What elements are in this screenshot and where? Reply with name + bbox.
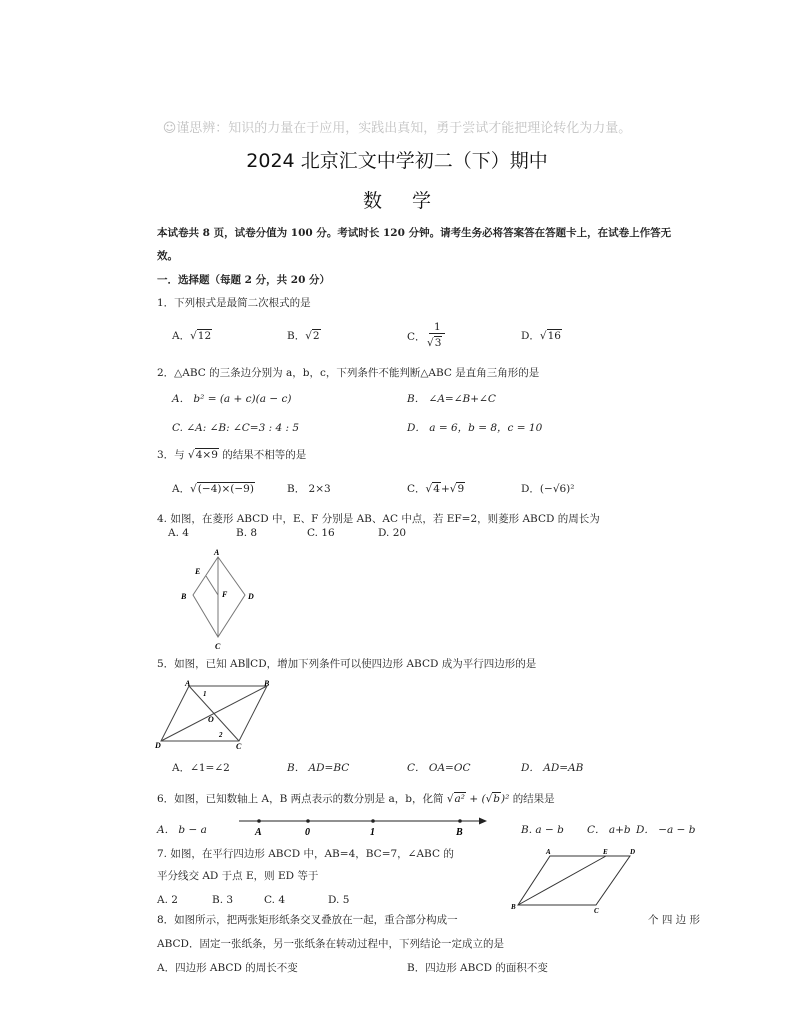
fig4-label-e: E — [195, 567, 201, 576]
q6-option-d: D． −a − b — [636, 824, 696, 836]
question-6-stem: 6．如图，已知数轴上 A，B 两点表示的数分别是 a，b，化简 √a² + (√b)² 的结果是 — [157, 793, 555, 805]
q1-option-d: D．√16 — [521, 330, 561, 342]
question-7-line2: 平分线交 AD 于点 E，则 ED 等于 — [157, 870, 319, 882]
question-3-stem: 3．与 √4×9 的结果不相等的是 — [157, 449, 307, 461]
axis-label-1: 1 — [370, 827, 375, 838]
q7-option-a: A. 2 — [157, 894, 178, 906]
question-8-line1: 8．如图所示，把两张矩形纸条交叉叠放在一起，重合部分构成一 — [157, 914, 458, 926]
instructions-continued: 效。 — [157, 250, 178, 262]
question-2-stem: 2．△ABC 的三条边分别为 a，b，c，下列条件不能判断△ABC 是直角三角形的是 — [157, 367, 540, 379]
parallelogram-figure-q7 — [510, 845, 645, 915]
question-4-stem: 4. 如图，在菱形 ABCD 中，E、F 分别是 AB、AC 中点，若 EF=2，则菱形 ABCD 的周长为 — [157, 513, 600, 525]
rhombus-figure — [175, 545, 265, 651]
question-8-line2: ABCD．固定一张纸条，另一张纸条在转动过程中，下列结论一定成立的是 — [157, 938, 504, 950]
fig7-label-b: B — [511, 903, 516, 911]
q3-option-b: B． 2×3 — [287, 483, 331, 495]
q3-option-d: D．(−√6)² — [521, 483, 575, 495]
fig5-label-a: A — [185, 679, 191, 688]
parallelogram-figure-q5 — [153, 677, 278, 749]
q5-option-c: C． OA=OC — [407, 762, 471, 774]
q2-option-c: C. ∠A: ∠B: ∠C=3 : 4 : 5 — [172, 422, 300, 434]
q6-option-b: B. a − b — [521, 824, 564, 836]
question-5-stem: 5．如图，已知 AB∥CD，增加下列条件可以使四边形 ABCD 成为平行四边形的是 — [157, 658, 537, 670]
fig4-label-c: C — [215, 642, 221, 651]
fig7-label-e: E — [603, 848, 608, 856]
subject-title: 数学 — [362, 190, 461, 212]
fig4-label-a: A — [214, 548, 220, 557]
axis-label-a: A — [255, 827, 262, 838]
q5-option-b: B． AD=BC — [287, 762, 350, 774]
q4-option-c: C. 16 — [307, 527, 335, 539]
section-heading: 一．选择题（每题 2 分，共 20 分） — [157, 274, 331, 286]
fig5-angle-2: 2 — [219, 731, 223, 739]
question-1-stem: 1．下列根式是最简二次根式的是 — [157, 297, 311, 309]
fig7-label-d: D — [630, 848, 636, 856]
q2-option-a: A． b² = (a + c)(a − c) — [172, 393, 292, 405]
fig4-label-d: D — [248, 592, 254, 601]
q4-option-d: D. 20 — [378, 527, 407, 539]
q7-option-c: C. 4 — [264, 894, 286, 906]
axis-label-0: 0 — [305, 827, 310, 838]
q1-option-b: B．√2 — [287, 330, 320, 342]
axis-label-b: B — [456, 827, 463, 838]
fig5-label-o: O — [208, 715, 214, 724]
q7-option-b: B. 3 — [212, 894, 234, 906]
q8-option-b: B．四边形 ABCD 的面积不变 — [407, 962, 548, 974]
fig4-label-f: F — [222, 590, 228, 599]
number-line — [235, 812, 491, 838]
fig7-label-a: A — [546, 848, 551, 856]
fig5-label-d: D — [155, 741, 161, 749]
q2-option-d: D． a = 6，b = 8，c = 10 — [407, 422, 543, 434]
q6-option-a: A． b − a — [157, 824, 207, 836]
question-7-line1: 7. 如图，在平行四边形 ABCD 中，AB=4，BC=7，∠ABC 的 — [157, 848, 454, 860]
q1-option-a: A．√12 — [172, 330, 212, 342]
fig7-label-c: C — [594, 907, 599, 915]
fig5-label-c: C — [236, 742, 242, 749]
q8-option-a: A．四边形 ABCD 的周长不变 — [157, 962, 298, 974]
page-title: 2024 北京汇文中学初二（下）期中 — [246, 150, 548, 172]
question-8-line1-end: 个 四 边 形 — [648, 914, 701, 926]
q2-option-b: B． ∠A=∠B+∠C — [407, 393, 496, 405]
q4-option-a: A. 4 — [168, 527, 189, 539]
instructions: 本试卷共 8 页，试卷分值为 100 分。考试时长 120 分钟。请考生务必将答案答在答题卡上，在试卷上作答无 — [157, 227, 672, 239]
q3-option-a: A．√(−4)×(−9) — [172, 483, 254, 495]
q7-option-d: D. 5 — [328, 894, 350, 906]
fig5-label-b: B — [264, 679, 270, 688]
q4-option-b: B. 8 — [236, 527, 258, 539]
q6-option-c: C． a+b — [587, 824, 631, 836]
fig5-angle-1: 1 — [203, 690, 207, 698]
q5-option-a: A．∠1=∠2 — [172, 762, 230, 774]
fig4-label-b: B — [181, 592, 187, 601]
q5-option-d: D． AD=AB — [521, 762, 584, 774]
watermark: ☺谨思辨：知识的力量在于应用，实践出真知，勇于尝试才能把理论转化为力量。 — [162, 121, 632, 136]
q3-option-c: C．√4+√9 — [407, 483, 465, 495]
